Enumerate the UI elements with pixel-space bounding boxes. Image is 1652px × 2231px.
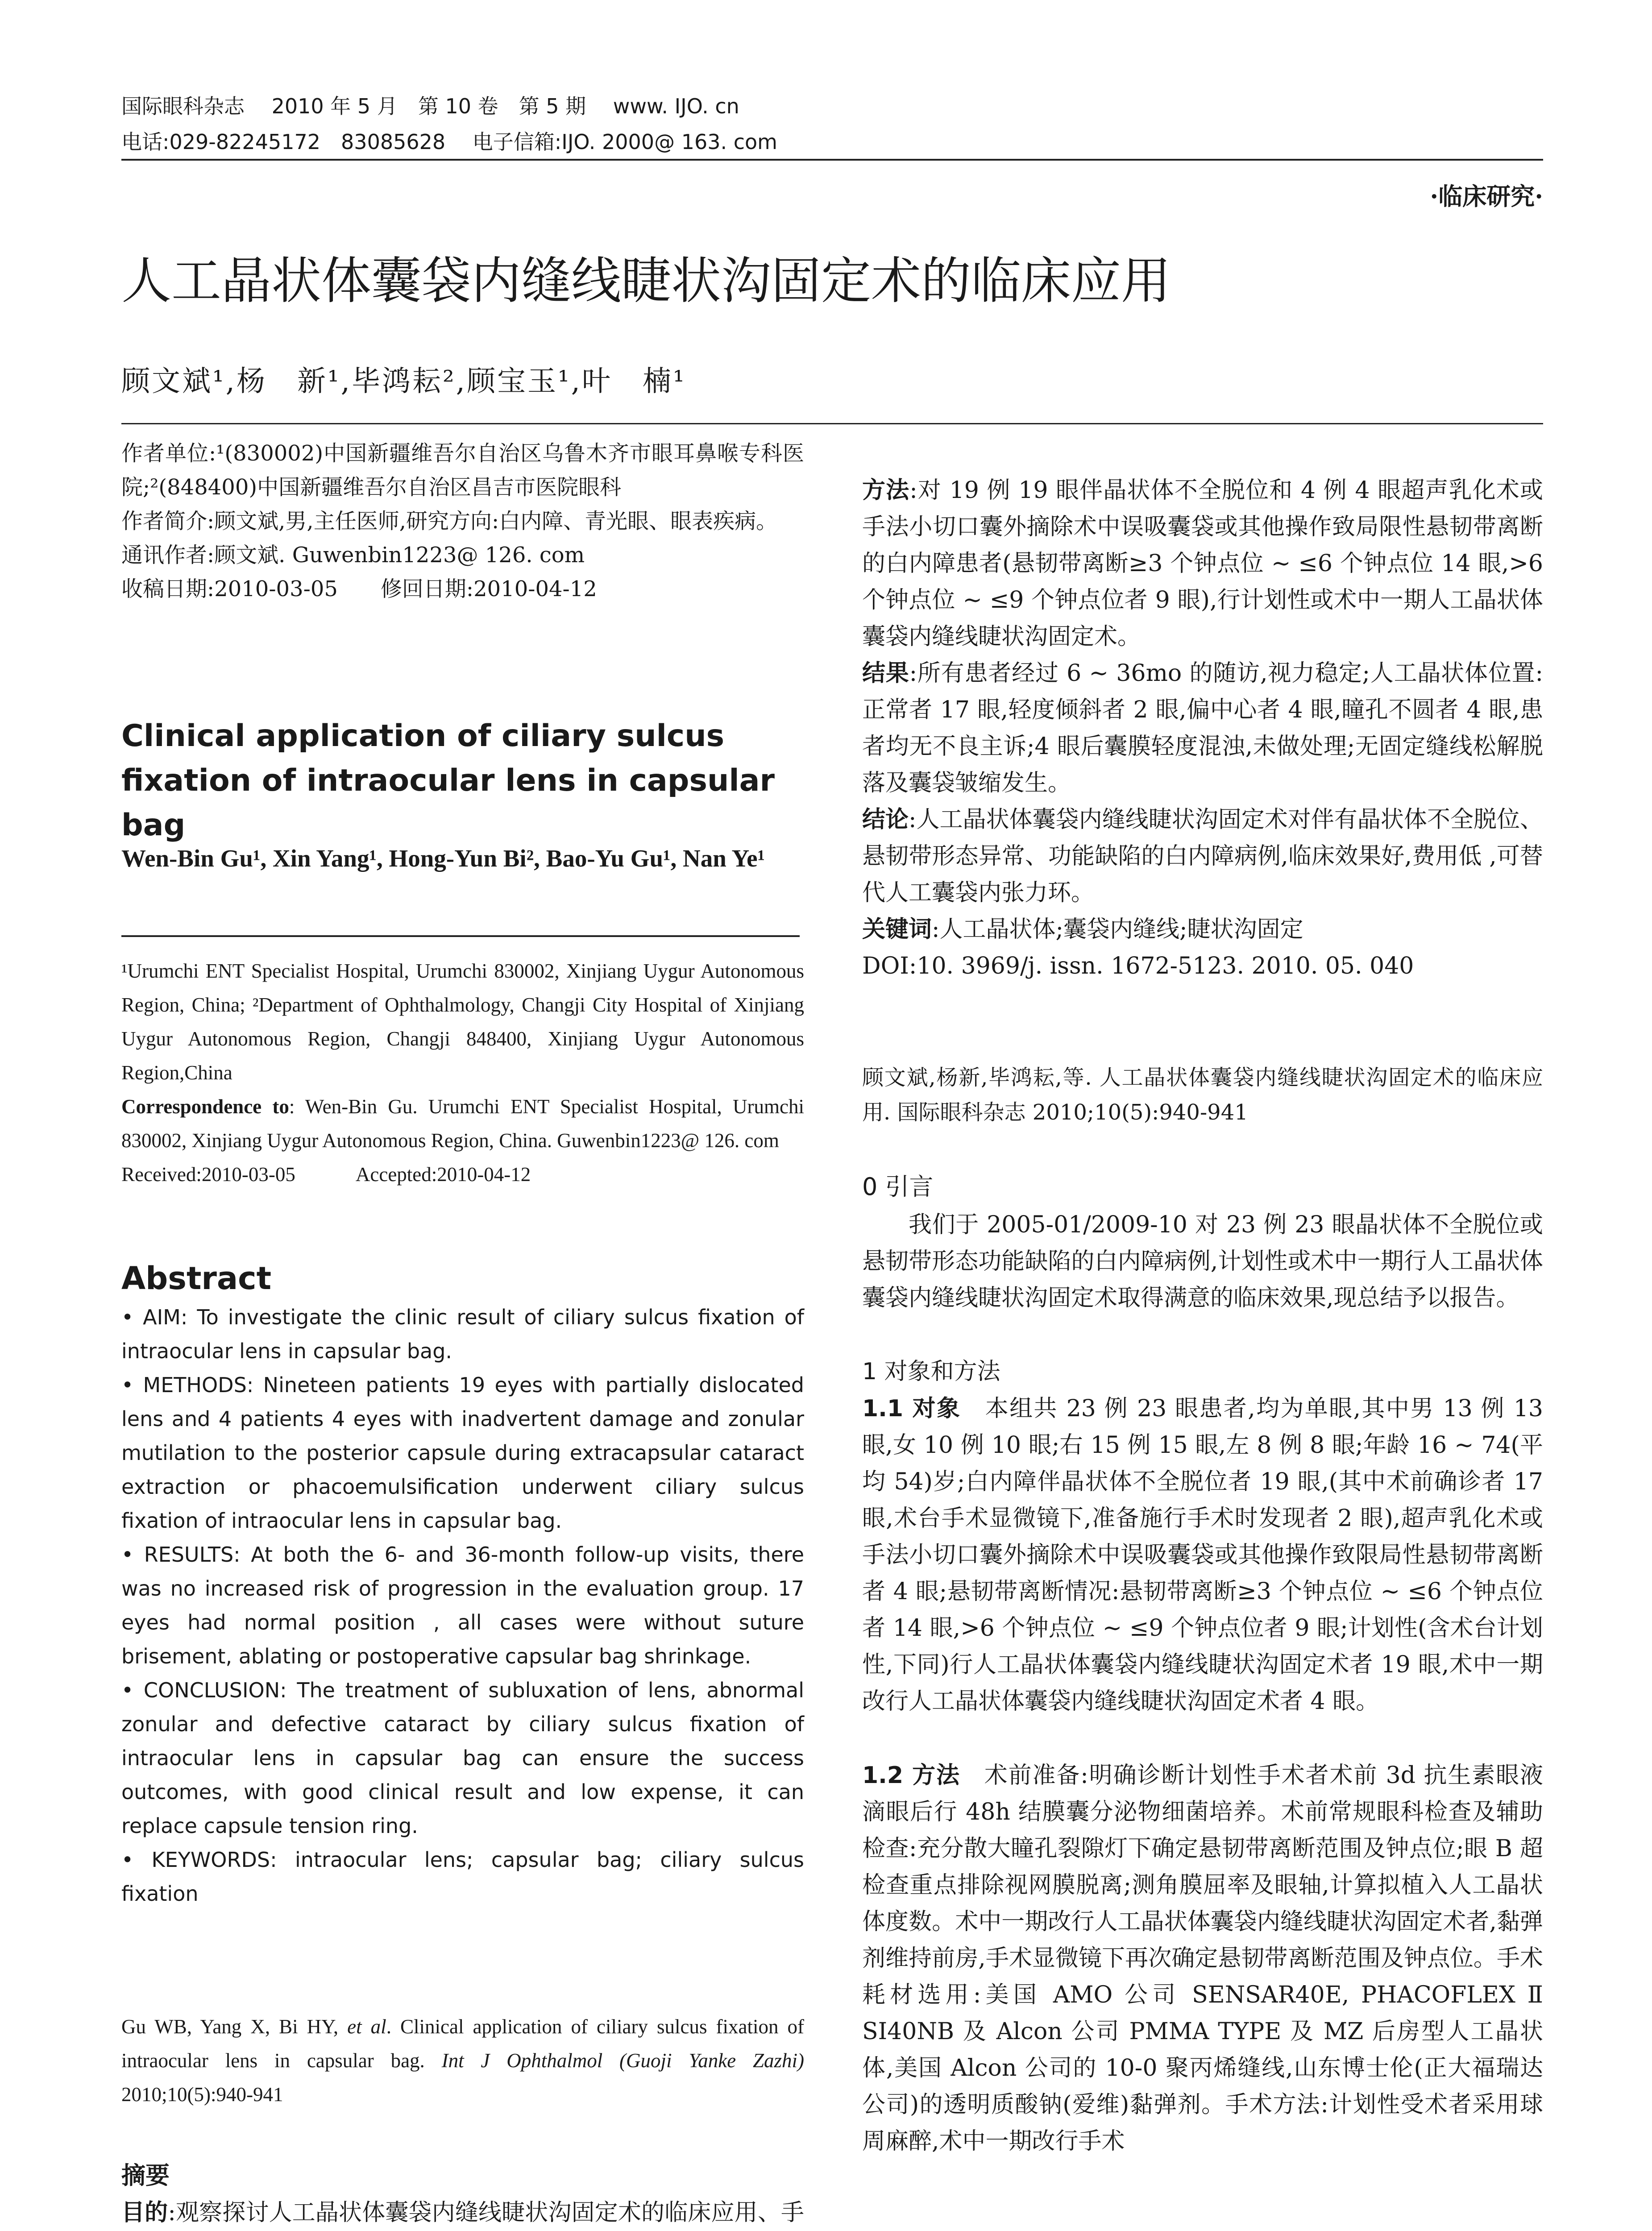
abstract-aim: • AIM: To investigate the clinic result of ciliary sulcus fixation of intraocular lens in capsular bag. [121, 1305, 804, 1363]
zhaiyao-mudi [121, 2194, 804, 2231]
zhaiyao-continued [862, 472, 1543, 984]
abstract-methods: • METHODS: Nineteen patients 19 eyes with partially dislocated lens and 4 patients 4 eyes with inadvertent damage and zonular mutilation to the posterior capsule during extracapsular cataract extraction or phacoemulsification underwent ciliary sulcus fixation of intraocular lens in capsular bag. [121, 1373, 804, 1533]
correspondence-en [121, 1090, 804, 1157]
section-1-1-label: 1.1 对象 [862, 1395, 961, 1422]
mudi-label: 目的 [121, 2199, 168, 2226]
mudi-text: :观察探讨人工晶状体囊袋内缝线睫状沟固定术的临床应用、手 [168, 2199, 804, 2226]
intro-heading: 0 引言 [862, 1173, 934, 1201]
journal-header-line2: 电话:029-82245172 83085628 电子信箱:IJO. 2000@ 163. com [121, 130, 777, 154]
title-en: Clinical application of ciliary sulcus fixation of intraocular lens in capsular bag [121, 718, 775, 843]
section-1-2-label: 1.2 方法 [862, 1762, 960, 1789]
affiliation-cn-block [121, 436, 804, 606]
affiliation-cn: 作者单位:¹(830002)中国新疆维吾尔自治区乌鲁木齐市眼耳鼻喉专科医院;²(848400)中国新疆维吾尔自治区昌吉市医院眼科 [121, 441, 804, 500]
section-1-1 [862, 1390, 1543, 1720]
correspondence-cn: 通讯作者:顾文斌. Guwenbin1223@ 126. com [121, 543, 585, 568]
abstract-conclusion: • CONCLUSION: The treatment of subluxation of lens, abnormal zonular and defective cataract by ciliary sulcus fixation of intraocular lens in capsular bag can ensure the success outcomes, with good clinical result and low expense, it can replace capsule tension ring. [121, 1678, 804, 1838]
abstract-body [121, 1300, 804, 1911]
affiliation-en-block [121, 954, 804, 1191]
header-rule [121, 159, 1543, 161]
section-1-2 [862, 1757, 1543, 2160]
received-dates-en: Received:2010-03-05 Accepted:2010-04-12 [121, 1163, 531, 1186]
section-tag: ·临床研究· [1430, 182, 1543, 211]
citation-en: Gu WB, Yang X, Bi HY, et al. Clinical application of ciliary sulcus fixation of intraocular lens in capsular bag. Int J Ophthalmol (Guoji Yanke Zazhi) 2010;10(5):940-941 [121, 2015, 805, 2106]
authors-cn: 顾文斌¹,杨 新¹,毕鸿耘²,顾宝玉¹,叶 楠¹ [121, 365, 686, 398]
en-affiliation-rule [121, 935, 800, 937]
correspondence-label: Correspondence to [121, 1095, 289, 1118]
doi: DOI:10. 3969/j. issn. 1672-5123. 2010. 05. 040 [862, 953, 1414, 979]
zhaiyao-conclusion: 结论:人工晶状体囊袋内缝线睫状沟固定术对伴有晶状体不全脱位、悬韧带形态异常、功能缺陷的白内障病例,临床效果好,费用低 ,可替代人工囊袋内张力环。 [862, 806, 1543, 906]
abstract-heading: Abstract [121, 1260, 272, 1297]
zhaiyao-heading: 摘要 [121, 2161, 170, 2190]
correspondence-text: : Wen-Bin Gu. Urumchi ENT Specialist Hospital, Urumchi 830002, Xinjiang Uygur Autonomous Region, China. Guwenbin1223@ 126. com [121, 1095, 804, 1152]
received-dates-cn: 收稿日期:2010-03-05 修回日期:2010-04-12 [121, 576, 597, 601]
zhaiyao-results: 结果:所有患者经过 6 ~ 36mo 的随访,视力稳定;人工晶状体位置:正常者 17 眼,轻度倾斜者 2 眼,偏中心者 4 眼,瞳孔不圆者 4 眼,患者均无不良主诉;4 眼后囊膜轻度混浊,未做处理;无固定缝线松解脱落及囊袋皱缩发生。 [862, 660, 1543, 796]
section-1-1-text: 本组共 23 例 23 眼患者,均为单眼,其中男 13 例 13 眼,女 10 例 10 眼;右 15 例 15 眼,左 8 例 8 眼;年龄 16 ~ 74(平均 54)岁;白内障伴晶状体不全脱位者 19 眼,(其中术前确诊者 17 眼,术台手术显微镜下,准备施行手术时发现者 2 眼),超声乳化术或手法小切口囊外摘除术中误吸囊袋或其他操作致限局性悬韧带离断者 4 眼;悬韧带离断情况:悬韧带离断≥3 个钟点位 ~ ≤6 个钟点位者 14 眼,>6 个钟点位 ~ ≤9 个钟点位者 9 眼;计划性(含术台计划性,下同)行人工晶状体囊袋内缝线睫状沟固定术者 19 眼,术中一期改行人工晶状体囊袋内缝线睫状沟固定术者 4 眼。 [862, 1395, 1543, 1715]
title-rule [121, 423, 1543, 424]
authors-en: Wen-Bin Gu¹, Xin Yang¹, Hong-Yun Bi², Bao-Yu Gu¹, Nan Ye¹ [121, 845, 765, 872]
affiliation-en: ¹Urumchi ENT Specialist Hospital, Urumchi 830002, Xinjiang Uygur Autonomous Region, China; ²Department of Ophthalmology, Changji City Hospital of Xinjiang Uygur Autonomous Region, Changji 848400, Xinjiang Uygur Autonomous Region,China [121, 960, 804, 1084]
abstract-results: • RESULTS: At both the 6- and 36-month follow-up visits, there was no increased risk of progression in the evaluation group. 17 eyes had normal position , all cases were without suture brisement, ablating or postoperative capsular bag shrinkage. [121, 1543, 804, 1668]
citation-cn: 顾文斌,杨新,毕鸿耘,等. 人工晶状体囊袋内缝线睫状沟固定术的临床应用. 国际眼科杂志 2010;10(5):940-941 [862, 1065, 1543, 1125]
abstract-keywords: • KEYWORDS: intraocular lens; capsular bag; ciliary sulcus fixation [121, 1848, 804, 1906]
section1-heading: 1 对象和方法 [862, 1358, 1000, 1385]
author-bio-cn: 作者简介:顾文斌,男,主任医师,研究方向:白内障、青光眼、眼表疾病。 [121, 509, 778, 534]
section-1-2-text: 术前准备:明确诊断计划性手术者术前 3d 抗生素眼液滴眼后行 48h 结膜囊分泌物细菌培养。术前常规眼科检查及辅助检查:充分散大瞳孔裂隙灯下确定悬韧带离断范围及钟点位;眼 B 超检查重点排除视网膜脱离;测角膜屈率及眼轴,计算拟植入人工晶状体度数。术中一期改行人工晶状体囊袋内缝线睫状沟固定术者,黏弹剂维持前房,手术显微镜下再次确定悬韧带离断范围及钟点位。手术耗材选用:美国 AMO 公司 SENSAR40E, PHACOFLEX Ⅱ SI40NB 及 Alcon 公司 PMMA TYPE 及 MZ 后房型人工晶状体,美国 Alcon 公司的 10-0 聚丙烯缝线,山东博士伦(正大福瑞达公司)的透明质酸钠(爱维)黏弹剂。手术方法:计划性受术者采用球周麻醉,术中一期改行手术 [862, 1762, 1543, 2155]
zhaiyao-methods: 方法:对 19 例 19 眼伴晶状体不全脱位和 4 例 4 眼超声乳化术或手法小切口囊外摘除术中误吸囊袋或其他操作致局限性悬韧带离断的白内障患者(悬韧带离断≥3 个钟点位 ~ ≤6 个钟点位 14 眼,>6 个钟点位 ~ ≤9 个钟点位者 9 眼),行计划性或术中一期人工晶状体囊袋内缝线睫状沟固定术。 [862, 477, 1543, 650]
journal-header-line1: 国际眼科杂志 2010 年 5 月 第 10 卷 第 5 期 www. IJO. cn [121, 94, 739, 118]
zhaiyao-keywords: 关键词:人工晶状体;囊袋内缝线;睫状沟固定 [862, 916, 1303, 943]
intro-text: 我们于 2005-01/2009-10 对 23 例 23 眼晶状体不全脱位或悬韧带形态功能缺陷的白内障病例,计划性或术中一期行人工晶状体囊袋内缝线睫状沟固定术取得满意的临床效果,现总结予以报告。 [862, 1211, 1543, 1311]
article-title: 人工晶状体囊袋内缝线睫状沟固定术的临床应用 [121, 252, 1171, 310]
